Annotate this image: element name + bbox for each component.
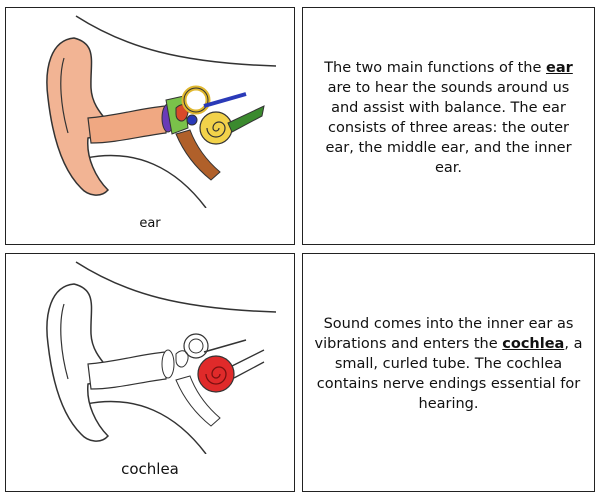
ear-picture-card xyxy=(5,7,295,245)
cochlea xyxy=(200,112,232,144)
ear-illustration xyxy=(6,8,293,208)
eardrum xyxy=(162,350,174,378)
ear-description-card xyxy=(302,7,595,245)
cochlea-illustration xyxy=(6,254,293,454)
description-text: The two main functions of the ear are to hear the sounds around us and assist with balance. The ear consists of three areas: the outer ear, the middle ear, and the inner ear. xyxy=(324,60,573,176)
cochlea-highlight xyxy=(198,356,234,392)
cochlea-picture-card xyxy=(5,253,295,492)
card-caption: cochlea xyxy=(121,460,179,478)
cochlea-description-card xyxy=(302,253,595,492)
cochlear-nerve xyxy=(228,106,264,132)
description-text: Sound comes into the inner ear as vibrations and enters the cochlea, a small, curled tube. The cochlea contains nerve endings essential for hearing. xyxy=(314,316,583,412)
keyword: ear xyxy=(546,60,573,76)
keyword: cochlea xyxy=(502,336,565,352)
card-caption: ear xyxy=(139,216,161,231)
